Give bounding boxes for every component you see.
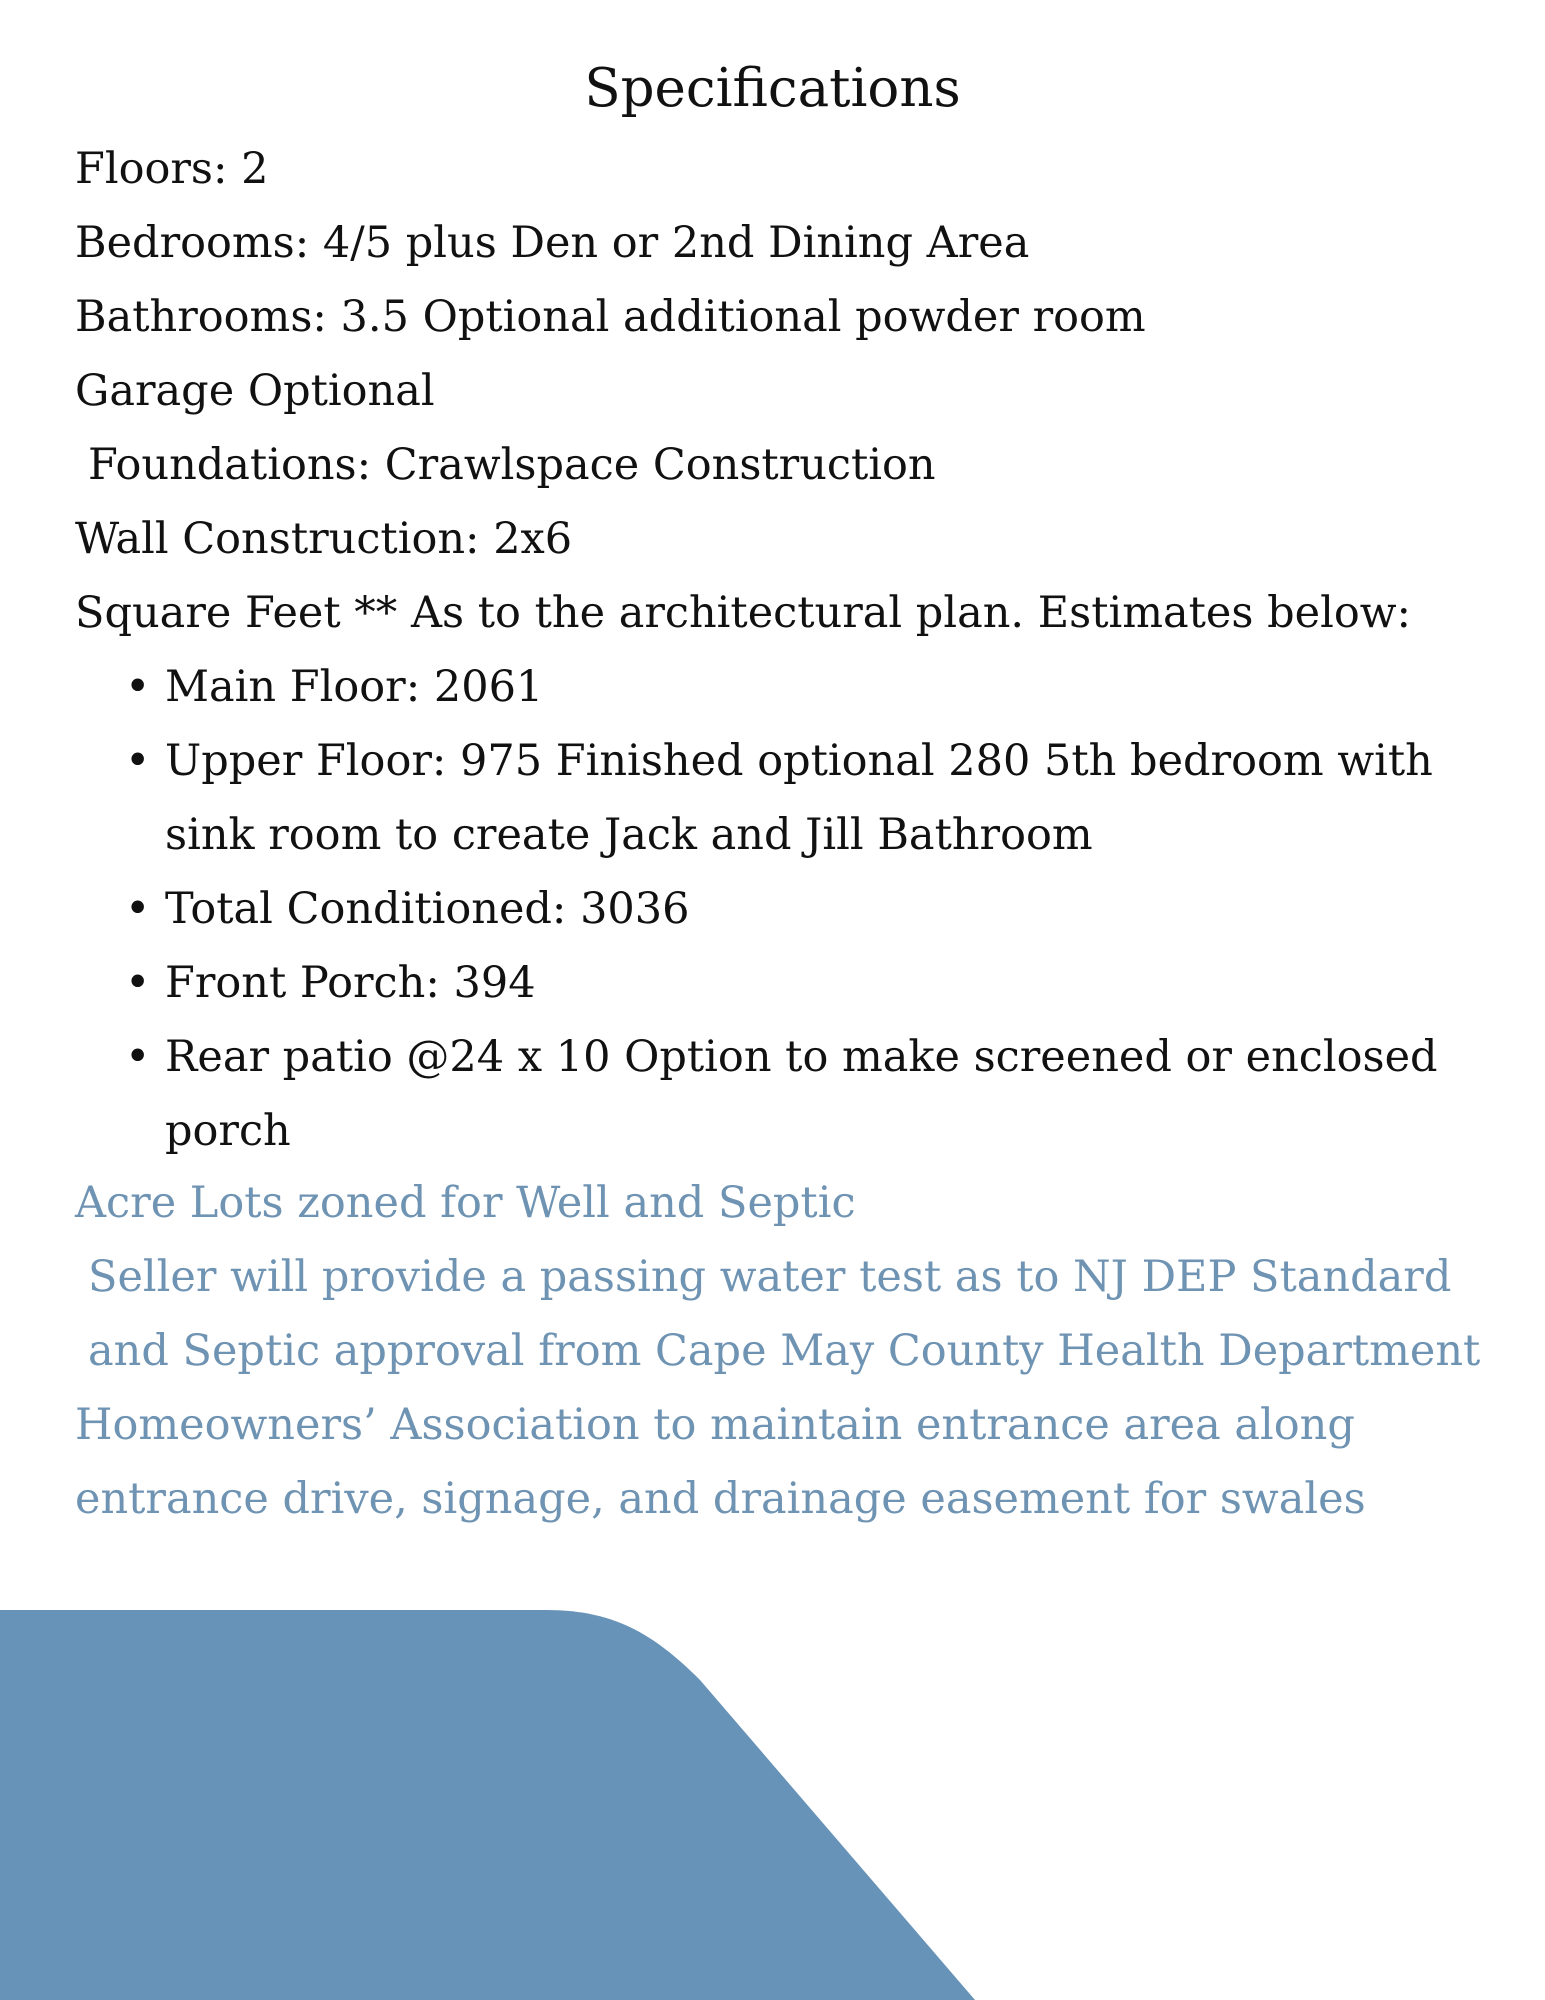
foundations-spec: Foundations: Crawlspace Construction bbox=[88, 440, 936, 490]
list-item bbox=[125, 946, 1495, 1020]
wall-construction-spec: Wall Construction: 2x6 bbox=[75, 514, 573, 564]
bedrooms-spec: Bedrooms: 4/5 plus Den or 2nd Dining Area bbox=[75, 218, 1030, 268]
square-feet-breakdown bbox=[75, 650, 1505, 1168]
list-item bbox=[125, 724, 1495, 872]
corner-shape-fill bbox=[0, 1610, 975, 2000]
main-floor-sqft: Main Floor: 2061 bbox=[165, 662, 544, 712]
bullet-icon: • bbox=[125, 662, 151, 712]
water-test-note: Seller will provide a passing water test as to NJ DEP Standard and Septic approval from Cape May County Health Department bbox=[88, 1252, 1481, 1376]
list-item bbox=[125, 650, 1495, 724]
bullet-icon: • bbox=[125, 1032, 151, 1082]
site-notes bbox=[75, 1166, 1495, 1536]
hoa-note: Homeowners’ Association to maintain entrance area along entrance drive, signage, and drainage easement for swales bbox=[75, 1400, 1366, 1524]
specifications-list bbox=[75, 132, 1505, 1168]
bullet-icon: • bbox=[125, 958, 151, 1008]
square-feet-heading: Square Feet ** As to the architectural plan. Estimates below: bbox=[75, 588, 1412, 638]
floors-spec: Floors: 2 bbox=[75, 144, 269, 194]
front-porch-sqft: Front Porch: 394 bbox=[165, 958, 536, 1008]
upper-floor-sqft: Upper Floor: 975 Finished optional 280 5th bedroom with sink room to create Jack and Jill Bathroom bbox=[165, 736, 1433, 860]
bathrooms-spec: Bathrooms: 3.5 Optional additional powder room bbox=[75, 292, 1146, 342]
lots-note: Acre Lots zoned for Well and Septic bbox=[75, 1178, 856, 1228]
list-item bbox=[125, 872, 1495, 946]
garage-spec: Garage Optional bbox=[75, 366, 435, 416]
decorative-corner-shape bbox=[0, 1610, 1545, 2000]
page-title: Specifications bbox=[584, 58, 961, 119]
bullet-icon: • bbox=[125, 736, 151, 786]
list-item bbox=[125, 1020, 1495, 1168]
rear-patio-sqft: Rear patio @24 x 10 Option to make screened or enclosed porch bbox=[165, 1032, 1438, 1156]
bullet-icon: • bbox=[125, 884, 151, 934]
total-conditioned-sqft: Total Conditioned: 3036 bbox=[165, 884, 690, 934]
